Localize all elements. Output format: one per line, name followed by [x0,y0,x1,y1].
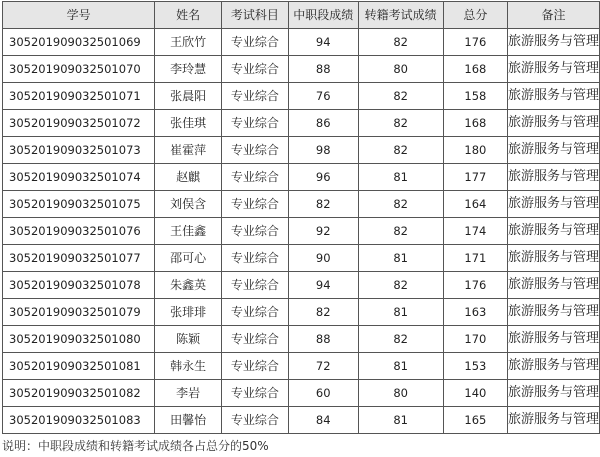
cell-student-id: 305201909032501083 [3,407,155,434]
cell-transfer-score: 82 [358,191,443,218]
cell-vocational-score: 84 [288,407,358,434]
cell-name: 张佳琪 [155,110,222,137]
cell-vocational-score: 82 [288,299,358,326]
cell-transfer-score: 81 [358,299,443,326]
cell-name: 田馨怡 [155,407,222,434]
cell-student-id: 305201909032501080 [3,326,155,353]
cell-name: 王欣竹 [155,29,222,56]
cell-student-id: 305201909032501069 [3,29,155,56]
cell-subject: 专业综合 [221,137,288,164]
cell-total: 177 [443,164,507,191]
cell-transfer-score: 81 [358,407,443,434]
cell-vocational-score: 88 [288,56,358,83]
cell-student-id: 305201909032501074 [3,164,155,191]
cell-remarks: 旅游服务与管理 [507,380,599,407]
cell-student-id: 305201909032501071 [3,83,155,110]
table-row [3,137,600,164]
cell-total: 171 [443,245,507,272]
cell-student-id: 305201909032501072 [3,110,155,137]
cell-total: 163 [443,299,507,326]
cell-total: 168 [443,110,507,137]
cell-total: 140 [443,380,507,407]
cell-subject: 专业综合 [221,245,288,272]
cell-name: 张晨阳 [155,83,222,110]
cell-subject: 专业综合 [221,191,288,218]
cell-remarks: 旅游服务与管理 [507,83,599,110]
cell-vocational-score: 98 [288,137,358,164]
header-name: 姓名 [155,2,222,29]
cell-transfer-score: 81 [358,245,443,272]
cell-subject: 专业综合 [221,299,288,326]
cell-subject: 专业综合 [221,110,288,137]
table-row [3,299,600,326]
cell-transfer-score: 82 [358,326,443,353]
cell-name: 王佳鑫 [155,218,222,245]
header-remarks: 备注 [507,2,599,29]
cell-remarks: 旅游服务与管理 [507,110,599,137]
cell-vocational-score: 94 [288,272,358,299]
cell-remarks: 旅游服务与管理 [507,164,599,191]
cell-vocational-score: 86 [288,110,358,137]
cell-remarks: 旅游服务与管理 [507,245,599,272]
cell-subject: 专业综合 [221,326,288,353]
cell-remarks: 旅游服务与管理 [507,272,599,299]
cell-transfer-score: 81 [358,164,443,191]
cell-total: 176 [443,29,507,56]
cell-subject: 专业综合 [221,29,288,56]
cell-total: 176 [443,272,507,299]
cell-remarks: 旅游服务与管理 [507,218,599,245]
table-row [3,110,600,137]
cell-remarks: 旅游服务与管理 [507,326,599,353]
table-row [3,218,600,245]
table-row [3,164,600,191]
cell-vocational-score: 90 [288,245,358,272]
cell-vocational-score: 72 [288,353,358,380]
cell-name: 李岩 [155,380,222,407]
cell-total: 180 [443,137,507,164]
table-row [3,245,600,272]
cell-student-id: 305201909032501076 [3,218,155,245]
cell-remarks: 旅游服务与管理 [507,353,599,380]
cell-student-id: 305201909032501081 [3,353,155,380]
cell-name: 韩永生 [155,353,222,380]
table-row [3,407,600,434]
table-row [3,56,600,83]
cell-remarks: 旅游服务与管理 [507,137,599,164]
cell-remarks: 旅游服务与管理 [507,407,599,434]
cell-vocational-score: 88 [288,326,358,353]
cell-name: 崔霍萍 [155,137,222,164]
table-row [3,353,600,380]
cell-vocational-score: 92 [288,218,358,245]
cell-remarks: 旅游服务与管理 [507,56,599,83]
cell-subject: 专业综合 [221,218,288,245]
table-header-row [3,2,600,29]
cell-name: 邵可心 [155,245,222,272]
cell-transfer-score: 82 [358,29,443,56]
cell-subject: 专业综合 [221,380,288,407]
cell-total: 165 [443,407,507,434]
cell-vocational-score: 76 [288,83,358,110]
cell-transfer-score: 80 [358,56,443,83]
cell-subject: 专业综合 [221,407,288,434]
score-table [2,1,600,434]
cell-student-id: 305201909032501079 [3,299,155,326]
cell-transfer-score: 82 [358,218,443,245]
cell-vocational-score: 60 [288,380,358,407]
cell-name: 张琲琲 [155,299,222,326]
cell-total: 168 [443,56,507,83]
cell-student-id: 305201909032501078 [3,272,155,299]
cell-transfer-score: 82 [358,137,443,164]
table-row [3,380,600,407]
table-body [3,29,600,434]
header-subject: 考试科目 [221,2,288,29]
cell-student-id: 305201909032501077 [3,245,155,272]
cell-student-id: 305201909032501070 [3,56,155,83]
cell-subject: 专业综合 [221,272,288,299]
table-row [3,29,600,56]
cell-total: 170 [443,326,507,353]
header-transfer-score: 转籍考试成绩 [358,2,443,29]
cell-subject: 专业综合 [221,353,288,380]
cell-vocational-score: 82 [288,191,358,218]
cell-subject: 专业综合 [221,56,288,83]
table-row [3,191,600,218]
cell-name: 朱鑫英 [155,272,222,299]
cell-total: 153 [443,353,507,380]
cell-vocational-score: 94 [288,29,358,56]
cell-total: 164 [443,191,507,218]
cell-transfer-score: 82 [358,272,443,299]
table-row [3,83,600,110]
cell-name: 刘俣含 [155,191,222,218]
cell-transfer-score: 82 [358,110,443,137]
cell-student-id: 305201909032501082 [3,380,155,407]
footnote: 说明：中职段成绩和转籍考试成绩各占总分的50% [2,439,269,453]
cell-student-id: 305201909032501075 [3,191,155,218]
cell-transfer-score: 81 [358,353,443,380]
table-row [3,272,600,299]
cell-remarks: 旅游服务与管理 [507,29,599,56]
table-row [3,326,600,353]
header-student-id: 学号 [3,2,155,29]
cell-total: 158 [443,83,507,110]
cell-remarks: 旅游服务与管理 [507,299,599,326]
cell-transfer-score: 82 [358,83,443,110]
header-total: 总分 [443,2,507,29]
cell-name: 李玲慧 [155,56,222,83]
cell-remarks: 旅游服务与管理 [507,191,599,218]
cell-total: 174 [443,218,507,245]
cell-name: 赵麒 [155,164,222,191]
cell-student-id: 305201909032501073 [3,137,155,164]
header-vocational-score: 中职段成绩 [288,2,358,29]
cell-vocational-score: 96 [288,164,358,191]
cell-subject: 专业综合 [221,83,288,110]
cell-subject: 专业综合 [221,164,288,191]
cell-transfer-score: 80 [358,380,443,407]
cell-name: 陈颖 [155,326,222,353]
